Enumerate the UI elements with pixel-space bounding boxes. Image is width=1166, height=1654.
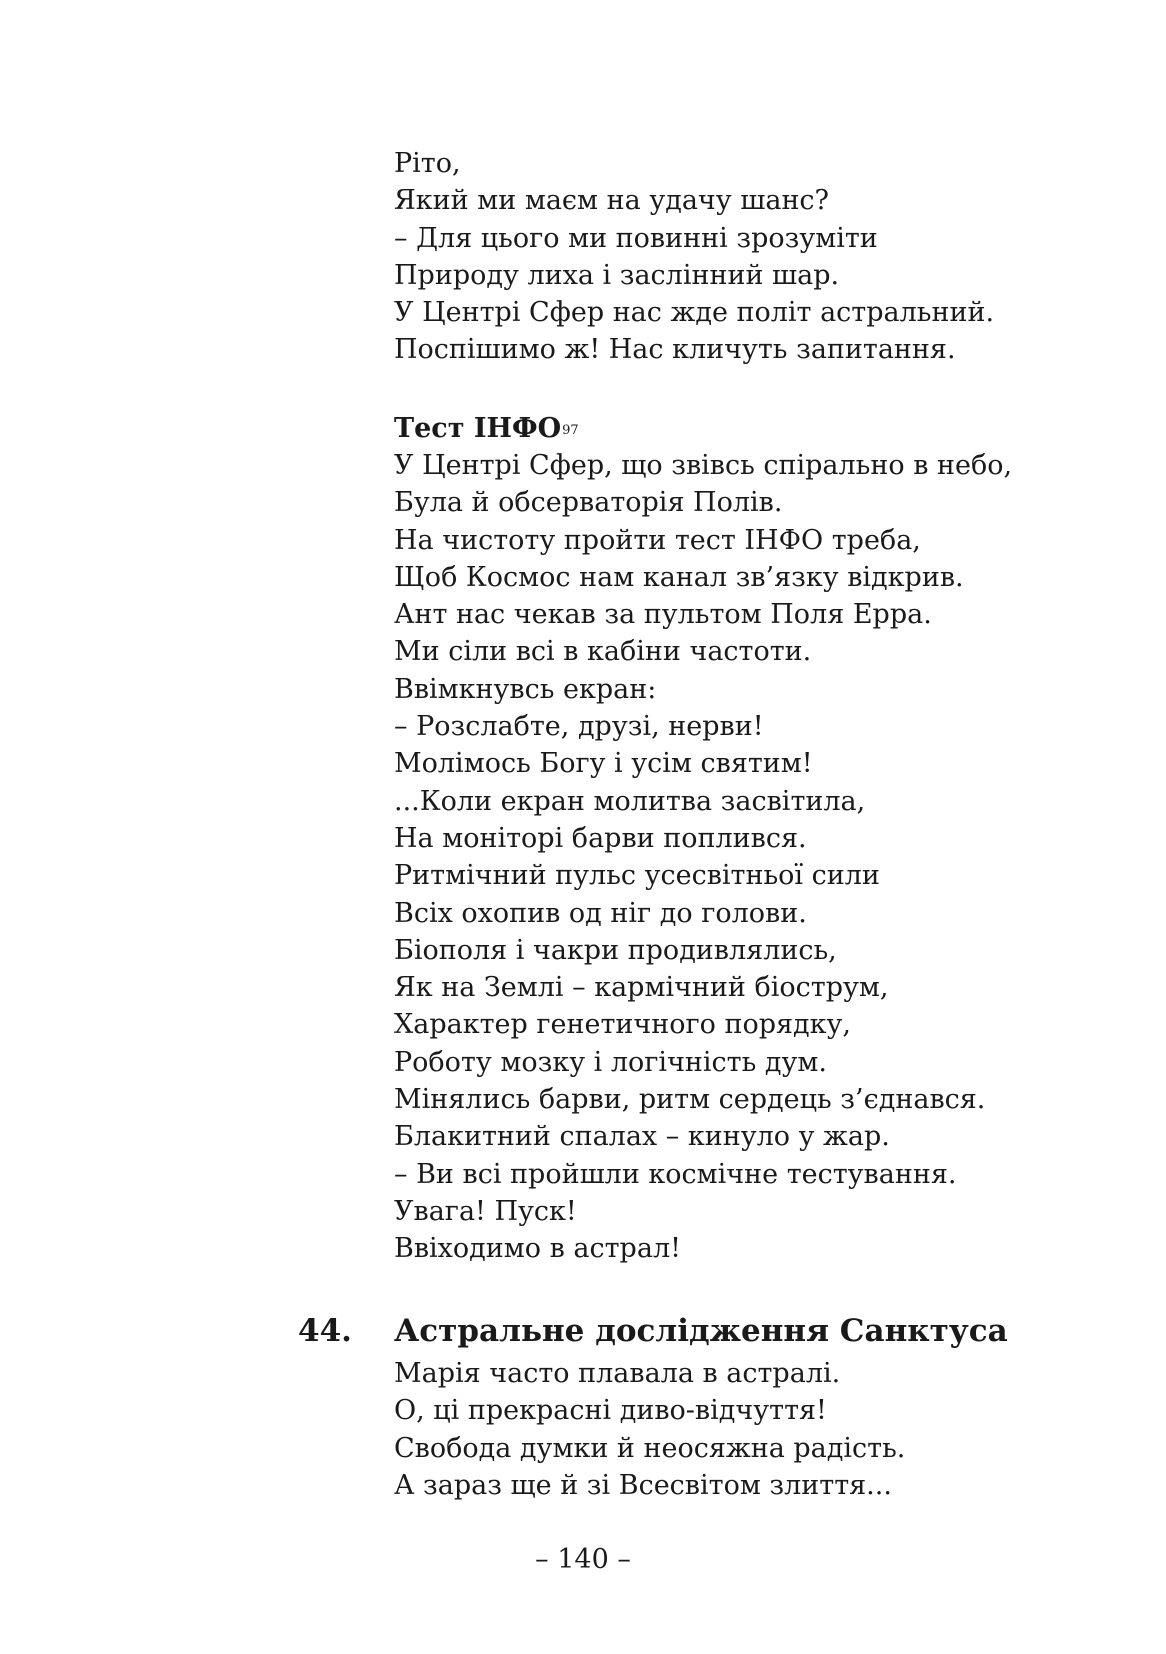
- poem-line: Природу лиха і заслінний шар.: [394, 259, 840, 291]
- poem-line: На чистоту пройти тест ІНФО треба,: [394, 524, 921, 556]
- poem-line: Блакитний спалах – кинуло у жар.: [394, 1121, 890, 1153]
- poem-line: Марія часто плавала в астралі.: [394, 1358, 841, 1389]
- poem-line: Була й обсерваторія Полів.: [394, 487, 783, 519]
- poem-line: Мінялись барви, ритм сердець з’єднався.: [394, 1084, 986, 1116]
- poem-line: У Центрі Сфер нас жде політ астральний.: [394, 297, 995, 329]
- poem-line: Який ми маєм на удачу шанс?: [394, 185, 830, 217]
- poem-line: У Центрі Сфер, що звівсь спірально в небо,: [394, 450, 1013, 481]
- poem-line: Щоб Космос нам канал зв’язку відкрив.: [394, 561, 964, 593]
- poem-line: – Для цього ми повинні зрозуміти: [394, 222, 878, 254]
- poem-line: На моніторі барви поплився.: [394, 822, 807, 854]
- poem-line: – Розслабте, друзі, нерви!: [394, 711, 764, 743]
- poem-line: Ввіходимо в астрал!: [394, 1233, 681, 1265]
- poem-line: Свобода думки й неосяжна радість.: [394, 1432, 906, 1464]
- poem-line: Увага! Пуск!: [394, 1195, 577, 1227]
- poem-line: Поспішимо ж! Нас кличуть запитання.: [394, 334, 956, 366]
- poem-line: Ріто,: [394, 148, 461, 179]
- poem-stanza-2: [394, 447, 1014, 1268]
- page-number: – 140 –: [535, 1544, 631, 1575]
- poem-stanza-1: [394, 145, 1014, 369]
- poem-line: ...Коли екран молитва засвітила,: [394, 785, 866, 817]
- poem-line: Всіх охопив од ніг до голови.: [394, 897, 807, 929]
- poem-line: А зараз ще й зі Всесвітом злиття...: [394, 1469, 892, 1501]
- poem-line: О, ці прекрасні диво-відчуття!: [394, 1395, 827, 1427]
- poem-stanza-3: [394, 1355, 1014, 1504]
- poem-line: Як на Землі – кармічний біострум,: [394, 972, 889, 1004]
- subheading-title: Тест ІНФО: [394, 413, 562, 444]
- poem-line: Біополя і чакри продивлялись,: [394, 934, 837, 966]
- poem-line: Ант нас чекав за пультом Поля Ерра.: [394, 599, 932, 631]
- poem-line: Ми сіли всі в кабіни частоти.: [394, 636, 812, 668]
- poem-line: – Ви всі пройшли космічне тестування.: [394, 1158, 957, 1190]
- poem-line: Ритмічний пульс усесвітньої сили: [394, 860, 880, 892]
- poem-line: Роботу мозку і логічність дум.: [394, 1046, 827, 1078]
- poem-line: Характер генетичного порядку,: [394, 1009, 852, 1041]
- chapter-title: Астральне дослідження Санктуса: [394, 1313, 1008, 1349]
- chapter-number: 44.: [298, 1313, 352, 1349]
- poem-line: Молімось Богу і усім святим!: [394, 748, 813, 780]
- footnote-reference[interactable]: 97: [562, 423, 579, 438]
- poem-line: Ввімкнувсь екран:: [394, 673, 657, 705]
- section-subheading: [394, 410, 579, 447]
